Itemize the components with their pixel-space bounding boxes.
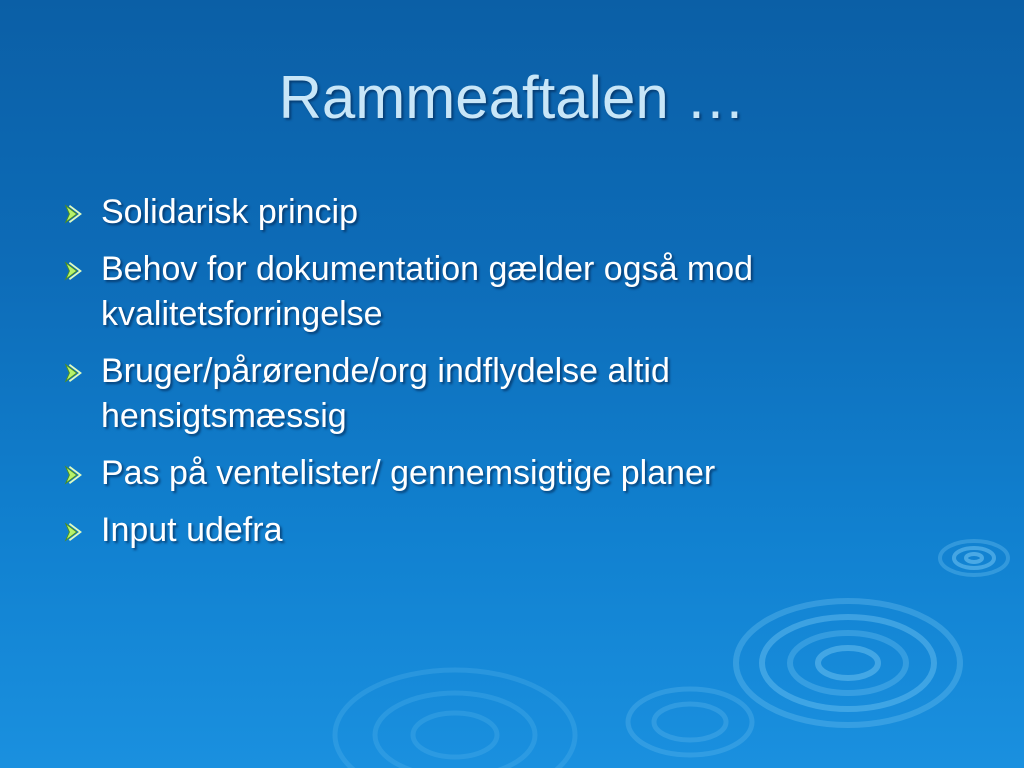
ripple-large <box>736 601 960 725</box>
arrow-bullet-icon <box>63 362 85 384</box>
arrow-bullet-icon <box>63 464 85 486</box>
list-item <box>60 451 920 496</box>
bullet-text: Bruger/pårørende/org indflydelse altid hensigtsmæssig <box>101 352 670 435</box>
bullet-list <box>60 190 920 565</box>
list-item <box>60 247 920 337</box>
ripple-bottom-middle <box>628 689 752 755</box>
list-item <box>60 508 920 553</box>
list-item <box>60 190 920 235</box>
slide-title: Rammeaftalen … <box>278 64 746 131</box>
arrow-bullet-icon <box>63 521 85 543</box>
arrow-bullet-icon <box>63 203 85 225</box>
bullet-text: Behov for dokumentation gælder også mod kvalitetsforringelse <box>101 250 754 333</box>
arrow-bullet-icon <box>63 260 85 282</box>
bullet-text: Input udefra <box>101 511 283 549</box>
list-item <box>60 349 920 439</box>
bullet-text: Pas på ventelister/ gennemsigtige planer <box>101 454 716 492</box>
ripple-bottom-left <box>335 670 575 768</box>
bullet-text: Solidarisk princip <box>101 193 358 231</box>
ripple-small-top <box>940 541 1008 575</box>
